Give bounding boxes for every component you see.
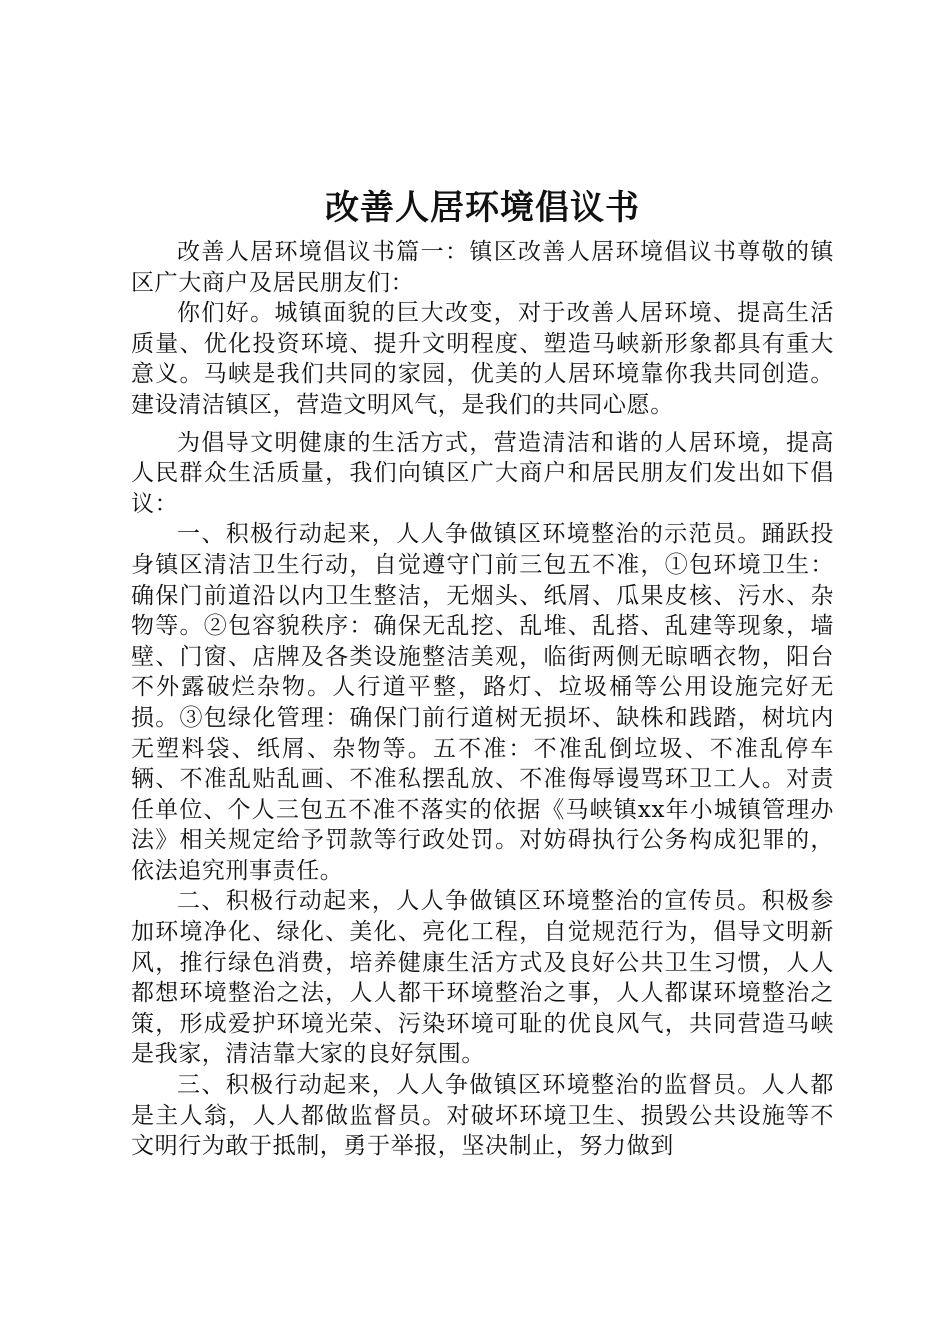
paragraph-greeting: 你们好。城镇面貌的巨大改变，对于改善人居环境、提高生活质量、优化投资环境、提升文明程度、塑造马峡新形象都具有重大意义。马峡是我们共同的家园，优美的人居环境靠你我共同创造。建设清洁镇区，营造文明风气，是我们的共同心愿。: [131, 300, 834, 418]
paragraph-item-1: 一、积极行动起来，人人争做镇区环境整治的示范员。踊跃投身镇区清洁卫生行动，自觉遵守门前三包五不准，①包环境卫生：确保门前道沿以内卫生整洁，无烟头、纸屑、瓜果皮核、污水、杂物等。②包容貌秩序：确保无乱挖、乱堆、乱搭、乱建等现象，墙壁、门窗、店牌及各类设施整洁美观，临街两侧无晾晒衣物，阳台不外露破烂杂物。人行道平整，路灯、垃圾桶等公用设施完好无损。③包绿化管理：确保门前行道树无损坏、缺株和践踏，树坑内无塑料袋、纸屑、杂物等。五不准：不准乱倒垃圾、不准乱停车辆、不准乱贴乱画、不准私摆乱放、不准侮辱谩骂环卫工人。对责任单位、个人三包五不准不落实的依据《马峡镇xx年小城镇管理办法》相关规定给予罚款等行政处罚。对妨碍执行公务构成犯罪的，依法追究刑事责任。: [131, 521, 834, 884]
paragraph-purpose: 为倡导文明健康的生活方式，营造清洁和谐的人居环境，提高人民群众生活质量，我们向镇区广大商户和居民朋友们发出如下倡议：: [131, 429, 834, 517]
document-title: 改善人居环境倡议书: [325, 188, 640, 228]
paragraph-item-2: 二、积极行动起来，人人争做镇区环境整治的宣传员。积极参加环境净化、绿化、美化、亮化工程，自觉规范行为，倡导文明新风，推行绿色消费，培养健康生活方式及良好公共卫生习惯，人人都想环境整治之法，人人都干环境整治之事，人人都谋环境整治之策，形成爱护环境光荣、污染环境可耻的优良风气，共同营造马峡是我家，清洁靠大家的良好氛围。: [131, 888, 834, 1068]
paragraph-intro: 改善人居环境倡议书篇一：镇区改善人居环境倡议书尊敬的镇区广大商户及居民朋友们：: [131, 239, 834, 296]
document-page: [131, 185, 834, 1162]
paragraph-item-3: 三、积极行动起来，人人争做镇区环境整治的监督员。人人都是主人翁，人人都做监督员。对破坏环境卫生、损毁公共设施等不文明行为敢于抵制，勇于举报，坚决制止，努力做到: [131, 1072, 834, 1160]
